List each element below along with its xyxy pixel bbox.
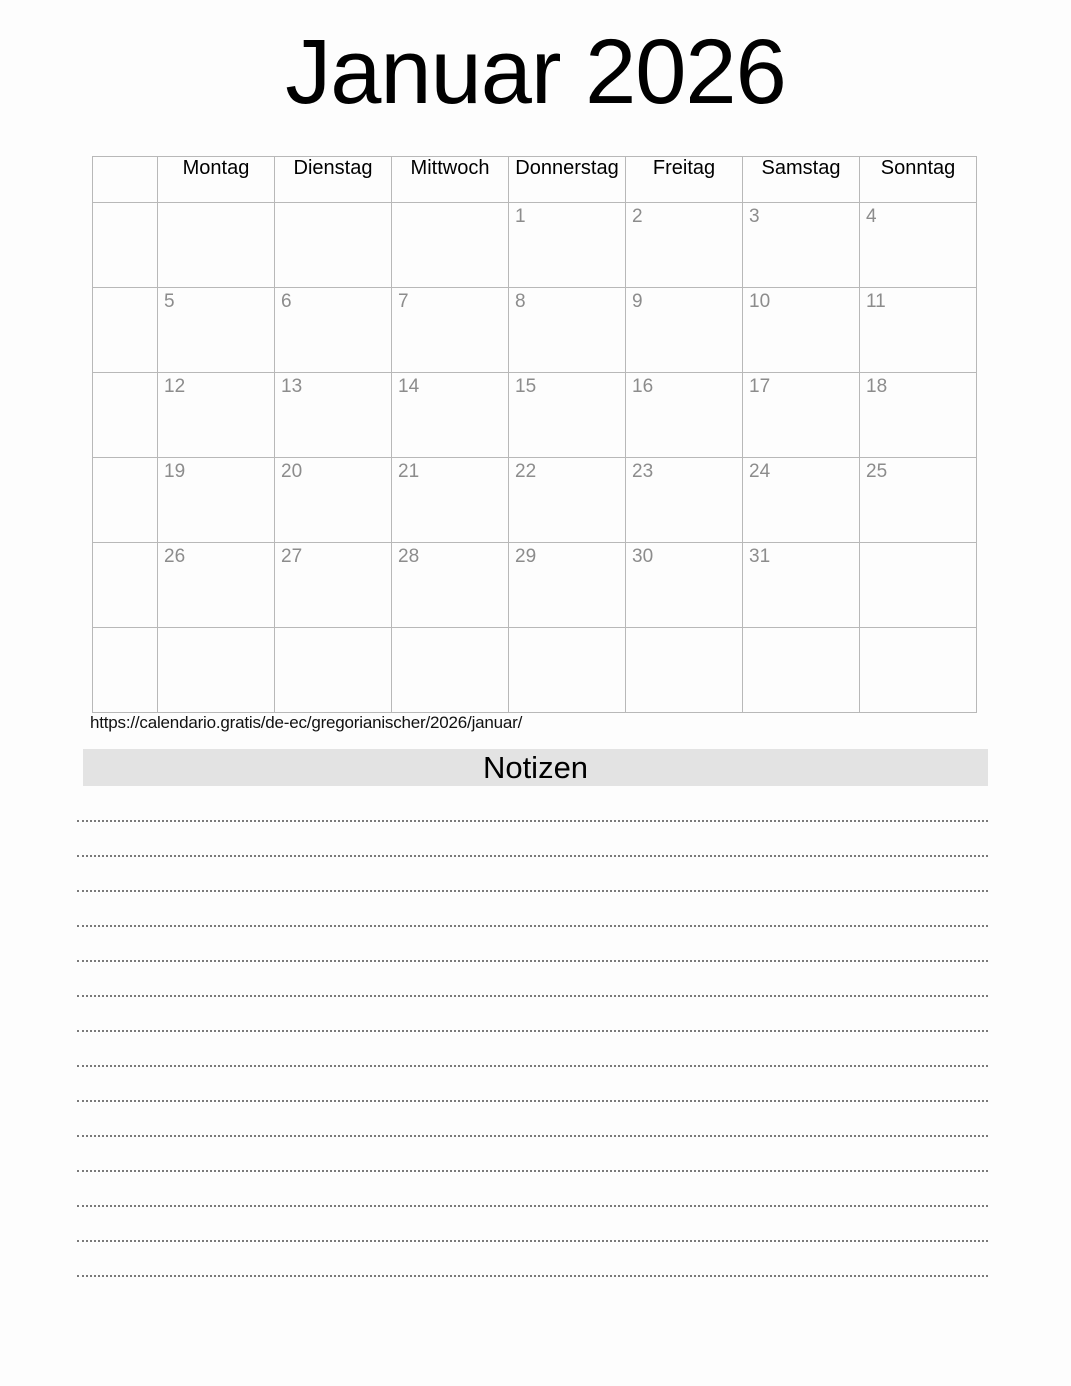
day-cell[interactable]: [509, 628, 626, 713]
day-cell[interactable]: [509, 373, 626, 458]
day-number: 31: [749, 546, 771, 567]
day-number: 14: [398, 376, 420, 397]
day-cell[interactable]: [158, 288, 275, 373]
day-number: 4: [866, 206, 877, 227]
day-number: [392, 203, 508, 207]
note-line[interactable]: [77, 962, 988, 997]
day-number: 1: [515, 206, 526, 227]
note-line[interactable]: [77, 1207, 988, 1242]
day-cell[interactable]: [158, 203, 275, 288]
notes-section: [77, 749, 988, 1277]
note-line[interactable]: [77, 786, 988, 822]
day-cell[interactable]: [158, 373, 275, 458]
weekday-header-friday: Freitag: [626, 157, 743, 203]
weekday-header-thursday: Donnerstag: [509, 157, 626, 203]
day-cell[interactable]: [158, 543, 275, 628]
day-cell[interactable]: [392, 543, 509, 628]
day-cell[interactable]: [626, 458, 743, 543]
day-number: 24: [749, 461, 771, 482]
day-cell[interactable]: [509, 203, 626, 288]
weekday-header-tuesday: Dienstag: [275, 157, 392, 203]
day-number: 7: [398, 291, 409, 312]
day-cell[interactable]: [275, 543, 392, 628]
calendar-header-row: [93, 157, 977, 203]
calendar-week-row: [93, 458, 977, 543]
week-number-cell: [93, 543, 158, 628]
day-number: [626, 628, 742, 632]
day-cell[interactable]: [626, 543, 743, 628]
day-number: 3: [749, 206, 760, 227]
day-number: 28: [398, 546, 420, 567]
day-cell[interactable]: [392, 628, 509, 713]
day-cell[interactable]: [275, 203, 392, 288]
day-number: 30: [632, 546, 654, 567]
day-cell[interactable]: [743, 203, 860, 288]
day-cell[interactable]: [275, 373, 392, 458]
week-number-header: [93, 157, 158, 203]
note-line[interactable]: [77, 1242, 988, 1277]
day-cell[interactable]: [860, 628, 977, 713]
day-number: 11: [866, 291, 886, 312]
calendar-week-row: [93, 628, 977, 713]
day-number: 27: [281, 546, 303, 567]
day-cell[interactable]: [392, 288, 509, 373]
note-line[interactable]: [77, 927, 988, 962]
day-cell[interactable]: [626, 373, 743, 458]
day-number: 9: [632, 291, 643, 312]
day-number: [860, 543, 976, 547]
day-cell[interactable]: [860, 458, 977, 543]
day-number: [275, 203, 391, 207]
weekday-header-wednesday: Mittwoch: [392, 157, 509, 203]
day-number: 15: [515, 376, 537, 397]
day-cell[interactable]: [509, 543, 626, 628]
notes-heading: Notizen: [83, 749, 988, 786]
day-number: [509, 628, 625, 632]
day-number: 19: [164, 461, 186, 482]
day-cell[interactable]: [743, 543, 860, 628]
day-cell[interactable]: [392, 203, 509, 288]
page-title: Januar 2026: [285, 21, 786, 123]
day-number: [158, 203, 274, 207]
day-cell[interactable]: [392, 373, 509, 458]
day-number: 12: [164, 376, 186, 397]
day-number: 29: [515, 546, 537, 567]
day-number: 10: [749, 291, 771, 312]
calendar-week-row: [93, 203, 977, 288]
day-cell[interactable]: [626, 203, 743, 288]
note-line[interactable]: [77, 997, 988, 1032]
week-number-cell: [93, 373, 158, 458]
day-number: 5: [164, 291, 175, 312]
notes-lines[interactable]: [77, 786, 988, 1277]
weekday-header-saturday: Samstag: [743, 157, 860, 203]
day-number: 2: [632, 206, 643, 227]
day-cell[interactable]: [275, 628, 392, 713]
week-number-cell: [93, 203, 158, 288]
note-line[interactable]: [77, 1067, 988, 1102]
day-cell[interactable]: [743, 628, 860, 713]
source-url[interactable]: https://calendario.gratis/de-ec/gregorianischer/2026/januar/: [90, 713, 523, 732]
day-number: 25: [866, 461, 888, 482]
day-cell[interactable]: [275, 458, 392, 543]
calendar-grid: [92, 156, 976, 705]
day-cell[interactable]: [860, 543, 977, 628]
day-cell[interactable]: [158, 458, 275, 543]
note-line[interactable]: [77, 1137, 988, 1172]
weekday-header-monday: Montag: [158, 157, 275, 203]
day-number: [860, 628, 976, 632]
day-number: 17: [749, 376, 771, 397]
day-cell[interactable]: [158, 628, 275, 713]
day-cell[interactable]: [743, 458, 860, 543]
note-line[interactable]: [77, 1032, 988, 1067]
note-line[interactable]: [77, 822, 988, 857]
week-number-cell: [93, 628, 158, 713]
note-line[interactable]: [77, 857, 988, 892]
note-line[interactable]: [77, 1172, 988, 1207]
calendar-week-row: [93, 373, 977, 458]
day-number: 26: [164, 546, 186, 567]
day-number: [743, 628, 859, 632]
day-cell[interactable]: [626, 288, 743, 373]
day-cell[interactable]: [275, 288, 392, 373]
day-number: 22: [515, 461, 537, 482]
note-line[interactable]: [77, 892, 988, 927]
day-number: 6: [281, 291, 292, 312]
day-cell[interactable]: [509, 288, 626, 373]
day-cell[interactable]: [626, 628, 743, 713]
calendar-week-row: [93, 288, 977, 373]
day-number: [392, 628, 508, 632]
calendar-table: [92, 156, 977, 713]
day-number: 21: [398, 461, 420, 482]
day-number: [158, 628, 274, 632]
day-number: 20: [281, 461, 303, 482]
day-number: 13: [281, 376, 303, 397]
note-line[interactable]: [77, 1102, 988, 1137]
day-cell[interactable]: [860, 288, 977, 373]
day-number: 18: [866, 376, 888, 397]
day-cell[interactable]: [860, 203, 977, 288]
day-number: [275, 628, 391, 632]
day-cell[interactable]: [509, 458, 626, 543]
week-number-cell: [93, 458, 158, 543]
day-cell[interactable]: [392, 458, 509, 543]
weekday-header-sunday: Sonntag: [860, 157, 977, 203]
week-number-cell: [93, 288, 158, 373]
day-cell[interactable]: [743, 373, 860, 458]
day-number: 8: [515, 291, 526, 312]
day-cell[interactable]: [743, 288, 860, 373]
day-number: 16: [632, 376, 654, 397]
calendar-week-row: [93, 543, 977, 628]
day-number: 23: [632, 461, 654, 482]
day-cell[interactable]: [860, 373, 977, 458]
